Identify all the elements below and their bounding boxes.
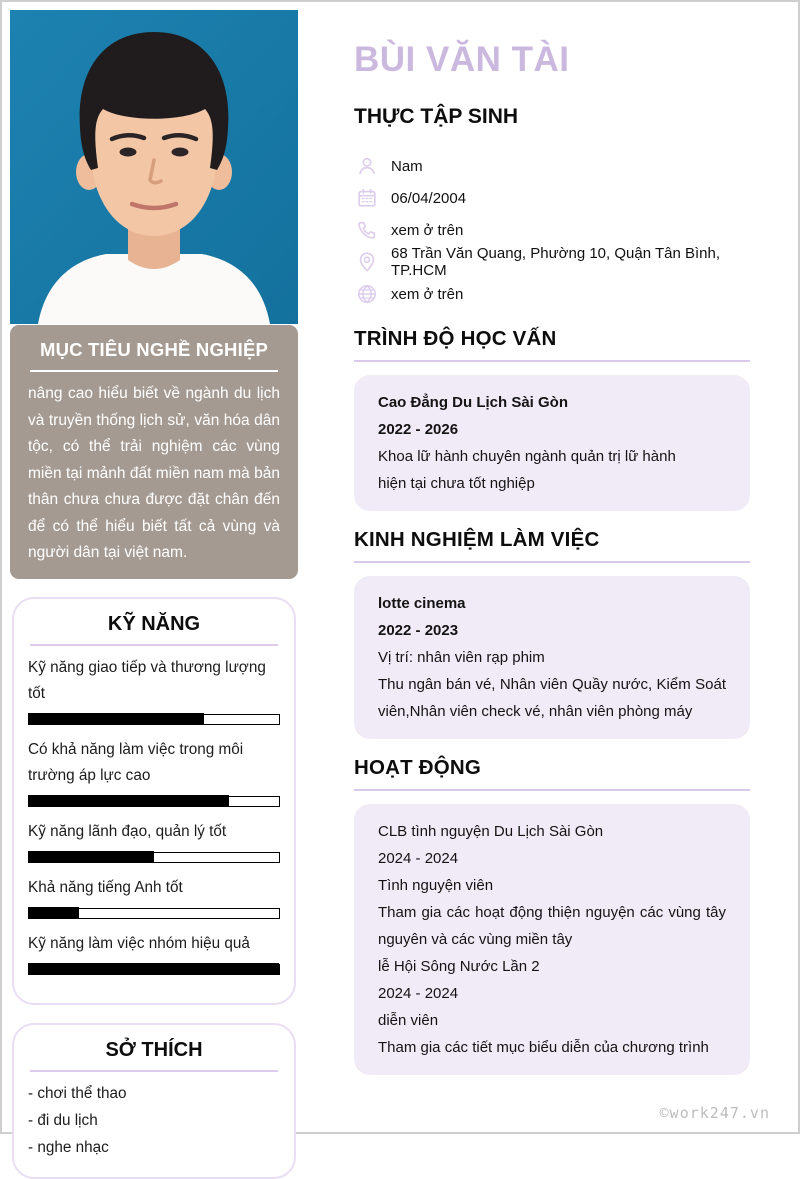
education-card xyxy=(354,375,750,511)
contact-row-phone xyxy=(354,214,750,246)
skill-bar xyxy=(28,796,280,807)
skill-item xyxy=(28,737,280,807)
activities-section-title: HOẠT ĐỘNG xyxy=(354,756,750,791)
globe-icon xyxy=(356,283,378,305)
skill-bar-fill xyxy=(28,907,80,918)
skill-bar xyxy=(28,852,280,863)
education-school: Cao Đẳng Du Lịch Sài Gòn xyxy=(378,394,569,411)
skills-title: KỸ NĂNG xyxy=(30,613,278,646)
activities-card xyxy=(354,804,750,1075)
experience-period: 2022 - 2023 xyxy=(378,622,459,639)
hobby-item: - chơi thể thao xyxy=(28,1084,127,1102)
skill-label: Có khả năng làm việc trong môi trường áp lực cao xyxy=(28,740,244,784)
contact-row-birthdate xyxy=(354,182,750,214)
address-value: 68 Trần Văn Quang, Phường 10, Quận Tân Bình, TP.HCM xyxy=(391,245,720,279)
education-section xyxy=(354,327,750,511)
activities-section xyxy=(354,756,750,1075)
skill-item xyxy=(28,819,280,863)
location-icon xyxy=(356,251,378,273)
skill-label: Khả năng tiếng Anh tốt xyxy=(28,878,183,896)
hobbies-section xyxy=(12,1023,296,1179)
experience-section xyxy=(354,528,750,739)
skill-item xyxy=(28,875,280,919)
skill-bar xyxy=(28,714,280,725)
experience-section-title: KINH NGHIỆM LÀM VIỆC xyxy=(354,528,750,563)
activity-line: 2024 - 2024 xyxy=(378,850,459,867)
skills-list xyxy=(28,655,280,975)
skill-bar-fill xyxy=(28,851,155,862)
objective-title: MỤC TIÊU NGHỀ NGHIỆP xyxy=(30,339,278,372)
activity-line: lễ Hội Sông Nước Lần 2 xyxy=(378,958,540,975)
contact-row-gender xyxy=(354,150,750,182)
activity-line: diễn viên xyxy=(378,1012,439,1029)
calendar-icon xyxy=(356,187,378,209)
contact-row-address xyxy=(354,246,750,278)
skill-bar xyxy=(28,964,280,975)
activity-line: 2024 - 2024 xyxy=(378,985,459,1002)
experience-position: Vị trí: nhân viên rạp phim xyxy=(378,649,545,666)
person-icon xyxy=(356,155,378,177)
contact-info xyxy=(354,150,750,310)
left-column xyxy=(10,10,298,1179)
skill-label: Kỹ năng lãnh đạo, quản lý tốt xyxy=(28,822,227,840)
birthdate-value: 06/04/2004 xyxy=(391,189,467,207)
education-section-title: TRÌNH ĐỘ HỌC VẤN xyxy=(354,327,750,362)
education-major: Khoa lữ hành chuyên ngành quản trị lữ hành xyxy=(378,448,676,465)
skill-bar-fill xyxy=(28,963,280,974)
hobby-item: - nghe nhạc xyxy=(28,1138,109,1156)
skill-label: Kỹ năng giao tiếp và thương lượng tốt xyxy=(28,658,266,702)
phone-icon xyxy=(356,219,378,241)
experience-company: lotte cinema xyxy=(378,595,466,612)
website-value: xem ở trên xyxy=(391,285,464,303)
candidate-job-title: THỰC TẬP SINH xyxy=(354,105,519,128)
skill-item xyxy=(28,655,280,725)
candidate-name: BÙI VĂN TÀI xyxy=(354,40,570,79)
activity-line: Tình nguyện viên xyxy=(378,877,494,894)
watermark: ©work247.vn xyxy=(659,1104,770,1122)
hobbies-list xyxy=(28,1080,280,1161)
objective-section xyxy=(10,325,298,579)
profile-photo xyxy=(10,10,298,324)
skill-bar-fill xyxy=(28,713,205,724)
experience-description: Thu ngân bán vé, Nhân viên Quầy nước, Kiểm Soát viên,Nhân viên check vé, nhân viên phòng máy xyxy=(378,676,726,720)
skills-section xyxy=(12,597,296,1005)
education-status: hiện tại chưa tốt nghiệp xyxy=(378,475,535,492)
objective-text: nâng cao hiểu biết về ngành du lịch và truyền thống lịch sử, văn hóa dân tộc, có thể trải nghiệm các vùng miền tại mảnh đất miền nam mà bản thân chưa chưa được đặt chân đến để có thể hiểu biết tất cả vùng và người dân tại việt nam. xyxy=(28,385,280,561)
experience-card xyxy=(354,576,750,739)
education-period: 2022 - 2026 xyxy=(378,421,459,438)
skill-bar xyxy=(28,908,280,919)
skill-label: Kỹ năng làm việc nhóm hiệu quả xyxy=(28,934,250,952)
contact-row-website xyxy=(354,278,750,310)
skill-item xyxy=(28,931,280,975)
phone-value: xem ở trên xyxy=(391,221,464,239)
activity-line: Tham gia các tiết mục biểu diễn của chương trình xyxy=(378,1039,709,1056)
right-column xyxy=(354,40,750,1075)
activity-line: Tham gia các hoạt động thiện nguyện các vùng tây nguyên và các vùng miền tây xyxy=(378,904,726,948)
activity-line: CLB tình nguyện Du Lịch Sài Gòn xyxy=(378,823,604,840)
hobbies-title: SỞ THÍCH xyxy=(30,1039,278,1072)
skill-bar-fill xyxy=(28,795,230,806)
gender-value: Nam xyxy=(391,157,423,175)
hobby-item: - đi du lịch xyxy=(28,1111,98,1129)
